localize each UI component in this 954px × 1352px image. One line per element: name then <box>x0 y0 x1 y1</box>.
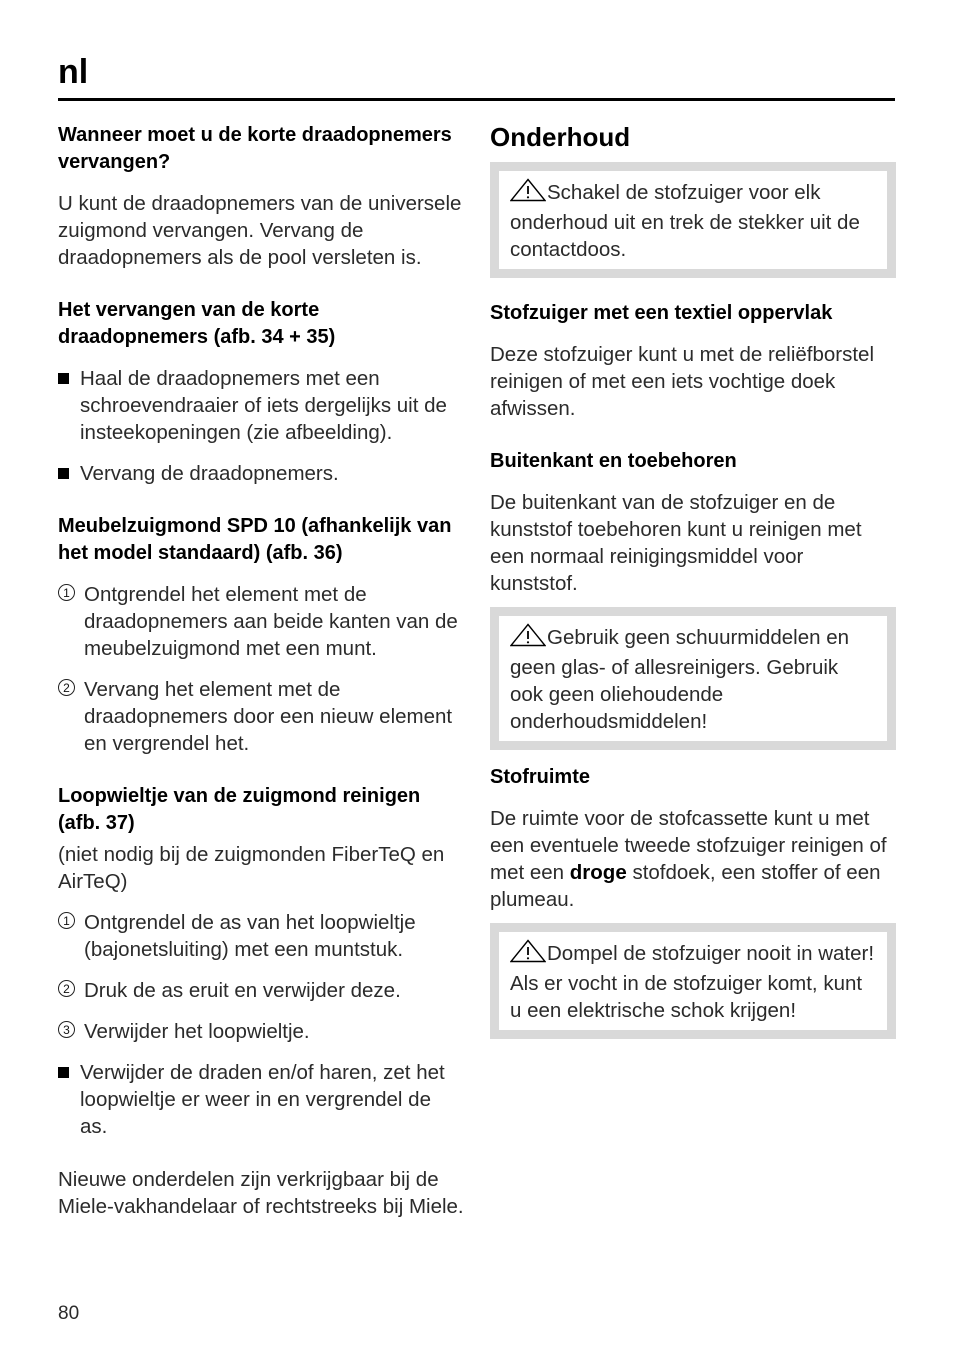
list-item-text: Vervang de draadopnemers. <box>80 462 339 485</box>
paragraph-text-end: stofdoek, een stoffer of een plumeau. <box>490 861 881 911</box>
page-title: Onderhoud <box>490 122 631 152</box>
step-number-badge: 2 <box>58 980 75 997</box>
header-rule <box>58 98 895 101</box>
list-item <box>58 460 464 487</box>
list-item <box>58 1059 464 1140</box>
emphasized-word: droge <box>569 861 627 884</box>
left-column <box>58 122 464 1246</box>
paragraph-text-start: De ruimte voor de stofcassette kunt u met een eventuele tweede stofzuiger reinigen of met een <box>490 807 887 884</box>
section-heading-textile: Stofzuiger met een textiel oppervlak <box>490 302 833 324</box>
warning-text: Dompel de stofzuiger nooit in water! Als er vocht in de stofzuiger komt, kunt u een elektrische schok krijgen! <box>510 942 875 1022</box>
paragraph-textile: Deze stofzuiger kunt u met de reliëfborstel reinigen of met een iets vochtige doek afwissen. <box>490 343 874 420</box>
step-number-badge: 3 <box>58 1021 75 1038</box>
list-item-text: Haal de draadopnemers met een schroevendraaier of iets dergelijks uit de insteekopeningen (zie afbeelding). <box>80 367 447 444</box>
step-number-badge: 1 <box>58 584 75 601</box>
section-heading-replace-short: Het vervangen van de korte draadopnemers (afb. 34 + 35) <box>58 299 336 348</box>
section-heading-dust-compartment: Stofruimte <box>490 766 590 788</box>
step-text: Verwijder het loopwieltje. <box>84 1020 310 1043</box>
section-heading-furniture-nozzle: Meubelzuigmond SPD 10 (afhankelijk van het model standaard) (afb. 36) <box>58 515 452 564</box>
warning-triangle-icon <box>510 939 546 970</box>
closing-paragraph: Nieuwe onderdelen zijn verkrijgbaar bij de Miele-vakhandelaar of rechtstreeks bij Miele. <box>58 1168 464 1218</box>
step-text: Ontgrendel de as van het loopwieltje (bajonetsluiting) met een muntstuk. <box>84 911 416 961</box>
list-item <box>58 365 464 446</box>
step-item <box>58 909 464 963</box>
language-label: nl <box>58 53 89 91</box>
step-text: Vervang het element met de draadopnemers door een nieuw element en vergrendel het. <box>84 678 453 755</box>
warning-triangle-icon <box>510 178 546 209</box>
page-number: 80 <box>58 1303 80 1324</box>
section-heading-wheel-cleaning: Loopwieltje van de zuigmond reinigen (afb. 37) <box>58 785 421 834</box>
warning-text: Gebruik geen schuurmiddelen en geen glas- of allesreinigers. Gebruik ook geen oliehoudende onderhoudsmiddelen! <box>510 626 849 733</box>
step-item <box>58 581 464 662</box>
wheel-cleaning-note: (niet nodig bij de zuigmonden FiberTeQ en AirTeQ) <box>58 843 445 893</box>
warning-triangle-icon <box>510 623 546 654</box>
paragraph-replace-when: U kunt de draadopnemers van de universele zuigmond vervangen. Vervang de draadopnemers als de pool versleten is. <box>58 192 462 269</box>
right-column <box>490 122 896 1061</box>
paragraph-exterior: De buitenkant van de stofzuiger en de kunststof toebehoren kunt u reinigen met een normaal reinigingsmiddel voor kunststof. <box>490 491 862 595</box>
square-bullet-icon <box>58 373 69 384</box>
warning-box <box>490 162 896 278</box>
step-item <box>58 1018 464 1045</box>
warning-text: Schakel de stofzuiger voor elk onderhoud uit en trek de stekker uit de contactdoos. <box>510 181 860 261</box>
warning-box <box>490 923 896 1039</box>
step-text: Ontgrendel het element met de draadopnemers aan beide kanten van de meubelzuigmond met een munt. <box>84 583 458 660</box>
square-bullet-icon <box>58 468 69 479</box>
section-heading-replace-when: Wanneer moet u de korte draadopnemers vervangen? <box>58 124 452 173</box>
list-item-text: Verwijder de draden en/of haren, zet het loopwieltje er weer in en vergrendel de as. <box>80 1061 445 1138</box>
step-number-badge: 1 <box>58 912 75 929</box>
step-number-badge: 2 <box>58 679 75 696</box>
paragraph-dust-compartment <box>490 805 896 913</box>
step-item <box>58 977 464 1004</box>
section-heading-exterior: Buitenkant en toebehoren <box>490 450 737 472</box>
square-bullet-icon <box>58 1067 69 1078</box>
warning-box <box>490 607 896 750</box>
step-text: Druk de as eruit en verwijder deze. <box>84 979 401 1002</box>
step-item <box>58 676 464 757</box>
